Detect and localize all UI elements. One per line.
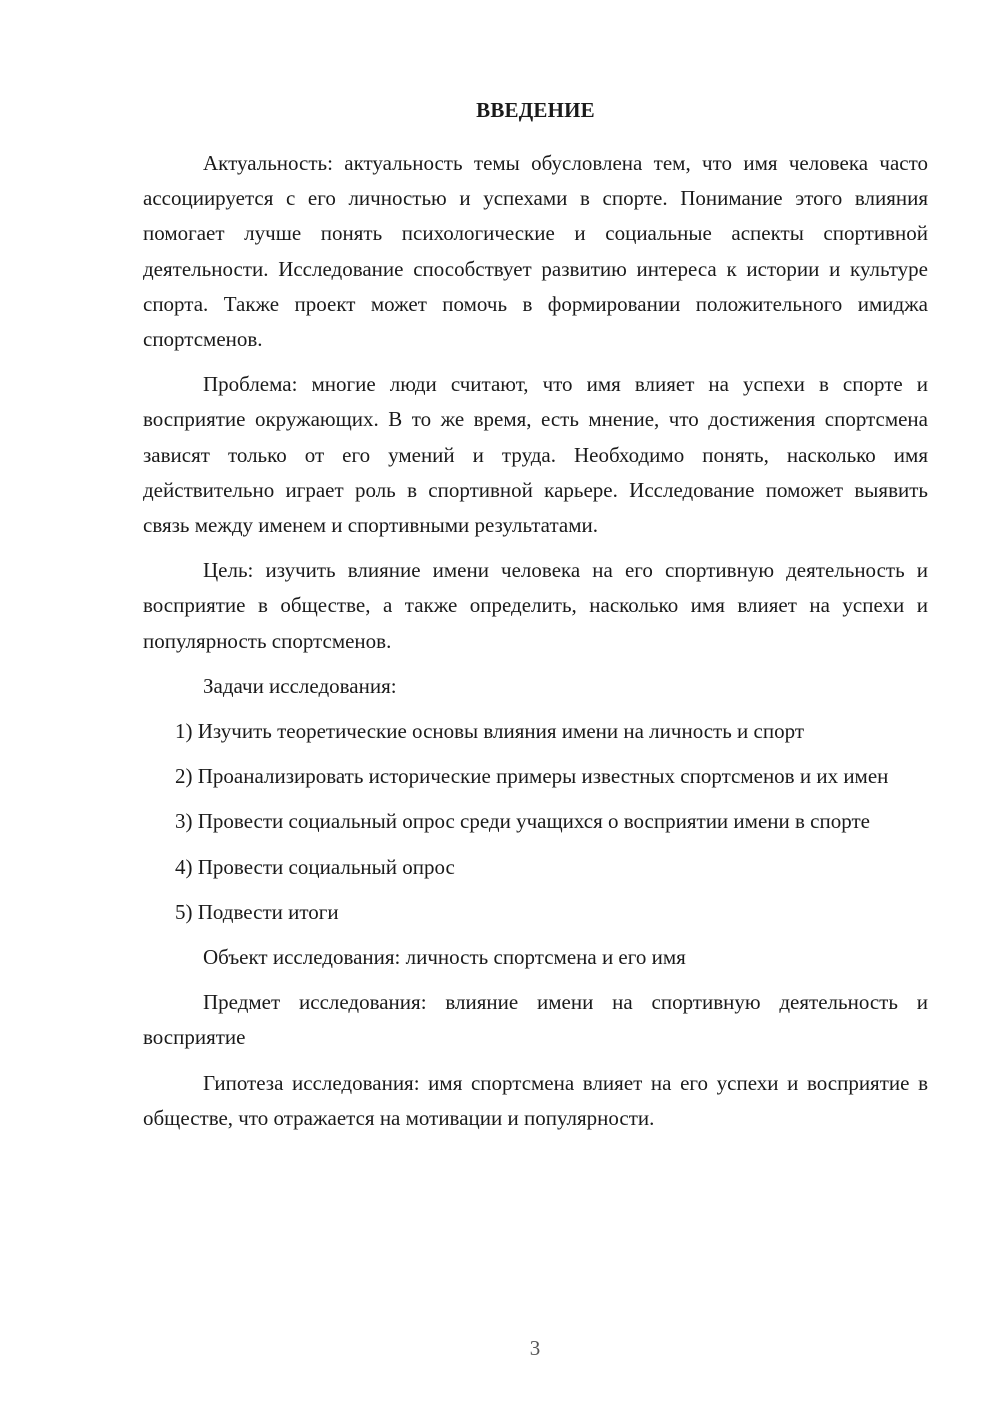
- task-item-1: 1) Изучить теоретические основы влияния имени на личность и спорт: [175, 719, 804, 744]
- task-item-3: 3) Провести социальный опрос среди учащихся о восприятии имени в спорте: [175, 809, 870, 834]
- tasks-heading: Задачи исследования:: [203, 673, 397, 698]
- page-title: ВВЕДЕНИЕ: [476, 98, 595, 122]
- paragraph-goal: Цель: изучить влияние имени человека на его спортивную деятельность и восприятие в обществе, а также определить, насколько имя влияет на успехи и популярность спортсменов.: [143, 558, 928, 653]
- task-item-2: 2) Проанализировать исторические примеры известных спортсменов и их имен: [175, 764, 889, 789]
- paragraph-subject: Предмет исследования: влияние имени на спортивную деятельность и восприятие: [143, 990, 928, 1050]
- task-item-5: 5) Подвести итоги: [175, 899, 339, 924]
- page-number: 3: [529, 1336, 541, 1360]
- document-body: [143, 96, 928, 1146]
- paragraph-object: Объект исследования: личность спортсмена и его имя: [203, 945, 686, 970]
- task-item-4: 4) Провести социальный опрос: [175, 854, 455, 879]
- paragraph-relevance: Актуальность: актуальность темы обусловлена тем, что имя человека часто ассоциируется с его личностью и успехами в спорте. Понимание этого влияния помогает лучше понять психологические и социальные аспекты спортивной деятельности. Исследование способствует развитию интереса к истории и культуре спорта. Также проект может помочь в формировании положительного имиджа спортсменов.: [143, 151, 928, 352]
- paragraph-problem: Проблема: многие люди считают, что имя влияет на успехи в спорте и восприятие окружающих. В то же время, есть мнение, что достижения спортсмена зависят только от его умений и труда. Необходимо понять, насколько имя действительно играет роль в спортивной карьере. Исследование поможет выявить связь между именем и спортивными результатами.: [143, 372, 928, 538]
- paragraph-hypothesis: Гипотеза исследования: имя спортсмена влияет на его успехи и восприятие в обществе, что отражается на мотивации и популярности.: [143, 1070, 928, 1130]
